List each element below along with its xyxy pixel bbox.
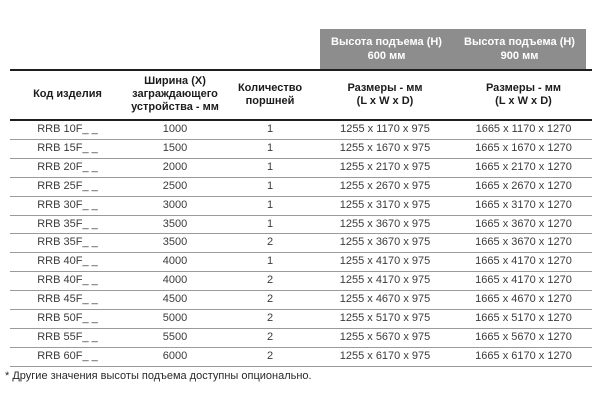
table-row [10,310,592,329]
cell-piston-count: 2 [225,310,315,329]
cell-piston-count: 2 [225,291,315,310]
cell-dimensions-600: 1255 x 1170 x 975 [315,120,455,139]
cell-piston-count: 1 [225,196,315,215]
table-row [10,139,592,158]
cell-piston-count: 2 [225,234,315,253]
cell-dimensions-900: 1665 x 5670 x 1270 [455,328,592,347]
product-spec-table [10,69,592,367]
cell-piston-count: 1 [225,158,315,177]
cell-dimensions-900: 1665 x 1170 x 1270 [455,120,592,139]
cell-piston-count: 1 [225,139,315,158]
cell-product-code: RRB 35F_ _ [10,215,125,234]
cell-barrier-width: 2000 [125,158,225,177]
cell-product-code: RRB 35F_ _ [10,234,125,253]
cell-dimensions-900: 1665 x 4670 x 1270 [455,291,592,310]
cell-barrier-width: 3000 [125,196,225,215]
cell-dimensions-900: 1665 x 6170 x 1270 [455,347,592,366]
cell-dimensions-600: 1255 x 4670 x 975 [315,291,455,310]
cell-dimensions-900: 1665 x 1670 x 1270 [455,139,592,158]
cell-dimensions-600: 1255 x 5670 x 975 [315,328,455,347]
table-row [10,347,592,366]
group-header-600mm-value: 600 мм [367,50,406,62]
cell-dimensions-600: 1255 x 3670 x 975 [315,215,455,234]
table-row [10,253,592,272]
cell-product-code: RRB 50F_ _ [10,310,125,329]
group-header-600mm-title: Высота подъема (H) [331,36,442,48]
column-header-text: Размеры - мм [347,81,423,94]
table-row [10,291,592,310]
cell-dimensions-600: 1255 x 3170 x 975 [315,196,455,215]
cell-product-code: RRB 25F_ _ [10,177,125,196]
column-header-text: Количество [237,81,303,94]
cell-piston-count: 2 [225,347,315,366]
cell-barrier-width: 4500 [125,291,225,310]
group-header-900mm-value: 900 мм [500,50,539,62]
table-row [10,272,592,291]
cell-dimensions-600: 1255 x 2670 x 975 [315,177,455,196]
column-header-dimensions-600 [315,70,455,120]
cell-dimensions-600: 1255 x 4170 x 975 [315,253,455,272]
column-header-dimensions-900 [455,70,592,120]
cell-piston-count: 2 [225,272,315,291]
cell-dimensions-600: 1255 x 3670 x 975 [315,234,455,253]
column-header-row [10,70,592,120]
spec-table-body [10,120,592,366]
cell-dimensions-900: 1665 x 4170 x 1270 [455,253,592,272]
column-header-text: (L x W x D) [356,94,414,107]
column-header-text: (L x W x D) [495,94,552,107]
table-row [10,234,592,253]
lift-height-group-header-band [320,29,586,69]
cell-dimensions-900: 1665 x 5170 x 1270 [455,310,592,329]
column-header-text: поршней [245,94,295,107]
column-header-text: Ширина (X) [144,75,206,87]
table-row [10,215,592,234]
group-header-600mm [320,29,453,69]
table-row [10,158,592,177]
column-header-text: устройства - мм [131,101,219,113]
cell-dimensions-600: 1255 x 4170 x 975 [315,272,455,291]
cell-product-code: RRB 40F_ _ [10,253,125,272]
cell-dimensions-600: 1255 x 5170 x 975 [315,310,455,329]
column-header-barrier-width [125,70,225,120]
column-header-piston-count [225,70,315,120]
column-header-text: заграждающего [132,88,218,100]
column-header-text: Код изделия [33,88,102,100]
cell-barrier-width: 3500 [125,234,225,253]
cell-product-code: RRB 30F_ _ [10,196,125,215]
cell-barrier-width: 4000 [125,272,225,291]
cell-barrier-width: 1500 [125,139,225,158]
cell-barrier-width: 2500 [125,177,225,196]
cell-piston-count: 1 [225,215,315,234]
cell-barrier-width: 5500 [125,328,225,347]
cell-product-code: RRB 10F_ _ [10,120,125,139]
cell-product-code: RRB 55F_ _ [10,328,125,347]
table-row [10,328,592,347]
cell-dimensions-900: 1665 x 3170 x 1270 [455,196,592,215]
table-row [10,120,592,139]
cell-product-code: RRB 40F_ _ [10,272,125,291]
table-row [10,177,592,196]
cell-piston-count: 1 [225,120,315,139]
cell-dimensions-900: 1665 x 3670 x 1270 [455,215,592,234]
cell-piston-count: 2 [225,328,315,347]
cell-barrier-width: 5000 [125,310,225,329]
group-header-900mm [453,29,586,69]
cell-piston-count: 1 [225,177,315,196]
cell-product-code: RRB 20F_ _ [10,158,125,177]
cell-barrier-width: 4000 [125,253,225,272]
cell-barrier-width: 6000 [125,347,225,366]
group-header-900mm-title: Высота подъема (H) [464,36,575,48]
cell-barrier-width: 3500 [125,215,225,234]
column-header-text: Размеры - мм [485,81,562,94]
cell-barrier-width: 1000 [125,120,225,139]
cell-product-code: RRB 45F_ _ [10,291,125,310]
cell-product-code: RRB 60F_ _ [10,347,125,366]
cell-dimensions-600: 1255 x 1670 x 975 [315,139,455,158]
cell-product-code: RRB 15F_ _ [10,139,125,158]
cell-dimensions-900: 1665 x 4170 x 1270 [455,272,592,291]
cell-dimensions-900: 1665 x 3670 x 1270 [455,234,592,253]
cell-dimensions-900: 1665 x 2670 x 1270 [455,177,592,196]
cell-dimensions-600: 1255 x 2170 x 975 [315,158,455,177]
cell-dimensions-600: 1255 x 6170 x 975 [315,347,455,366]
table-row [10,196,592,215]
footnote: * Другие значения высоты подъема доступны опционально. [5,370,312,382]
cell-dimensions-900: 1665 x 2170 x 1270 [455,158,592,177]
cell-piston-count: 1 [225,253,315,272]
column-header-product-code [10,70,125,120]
